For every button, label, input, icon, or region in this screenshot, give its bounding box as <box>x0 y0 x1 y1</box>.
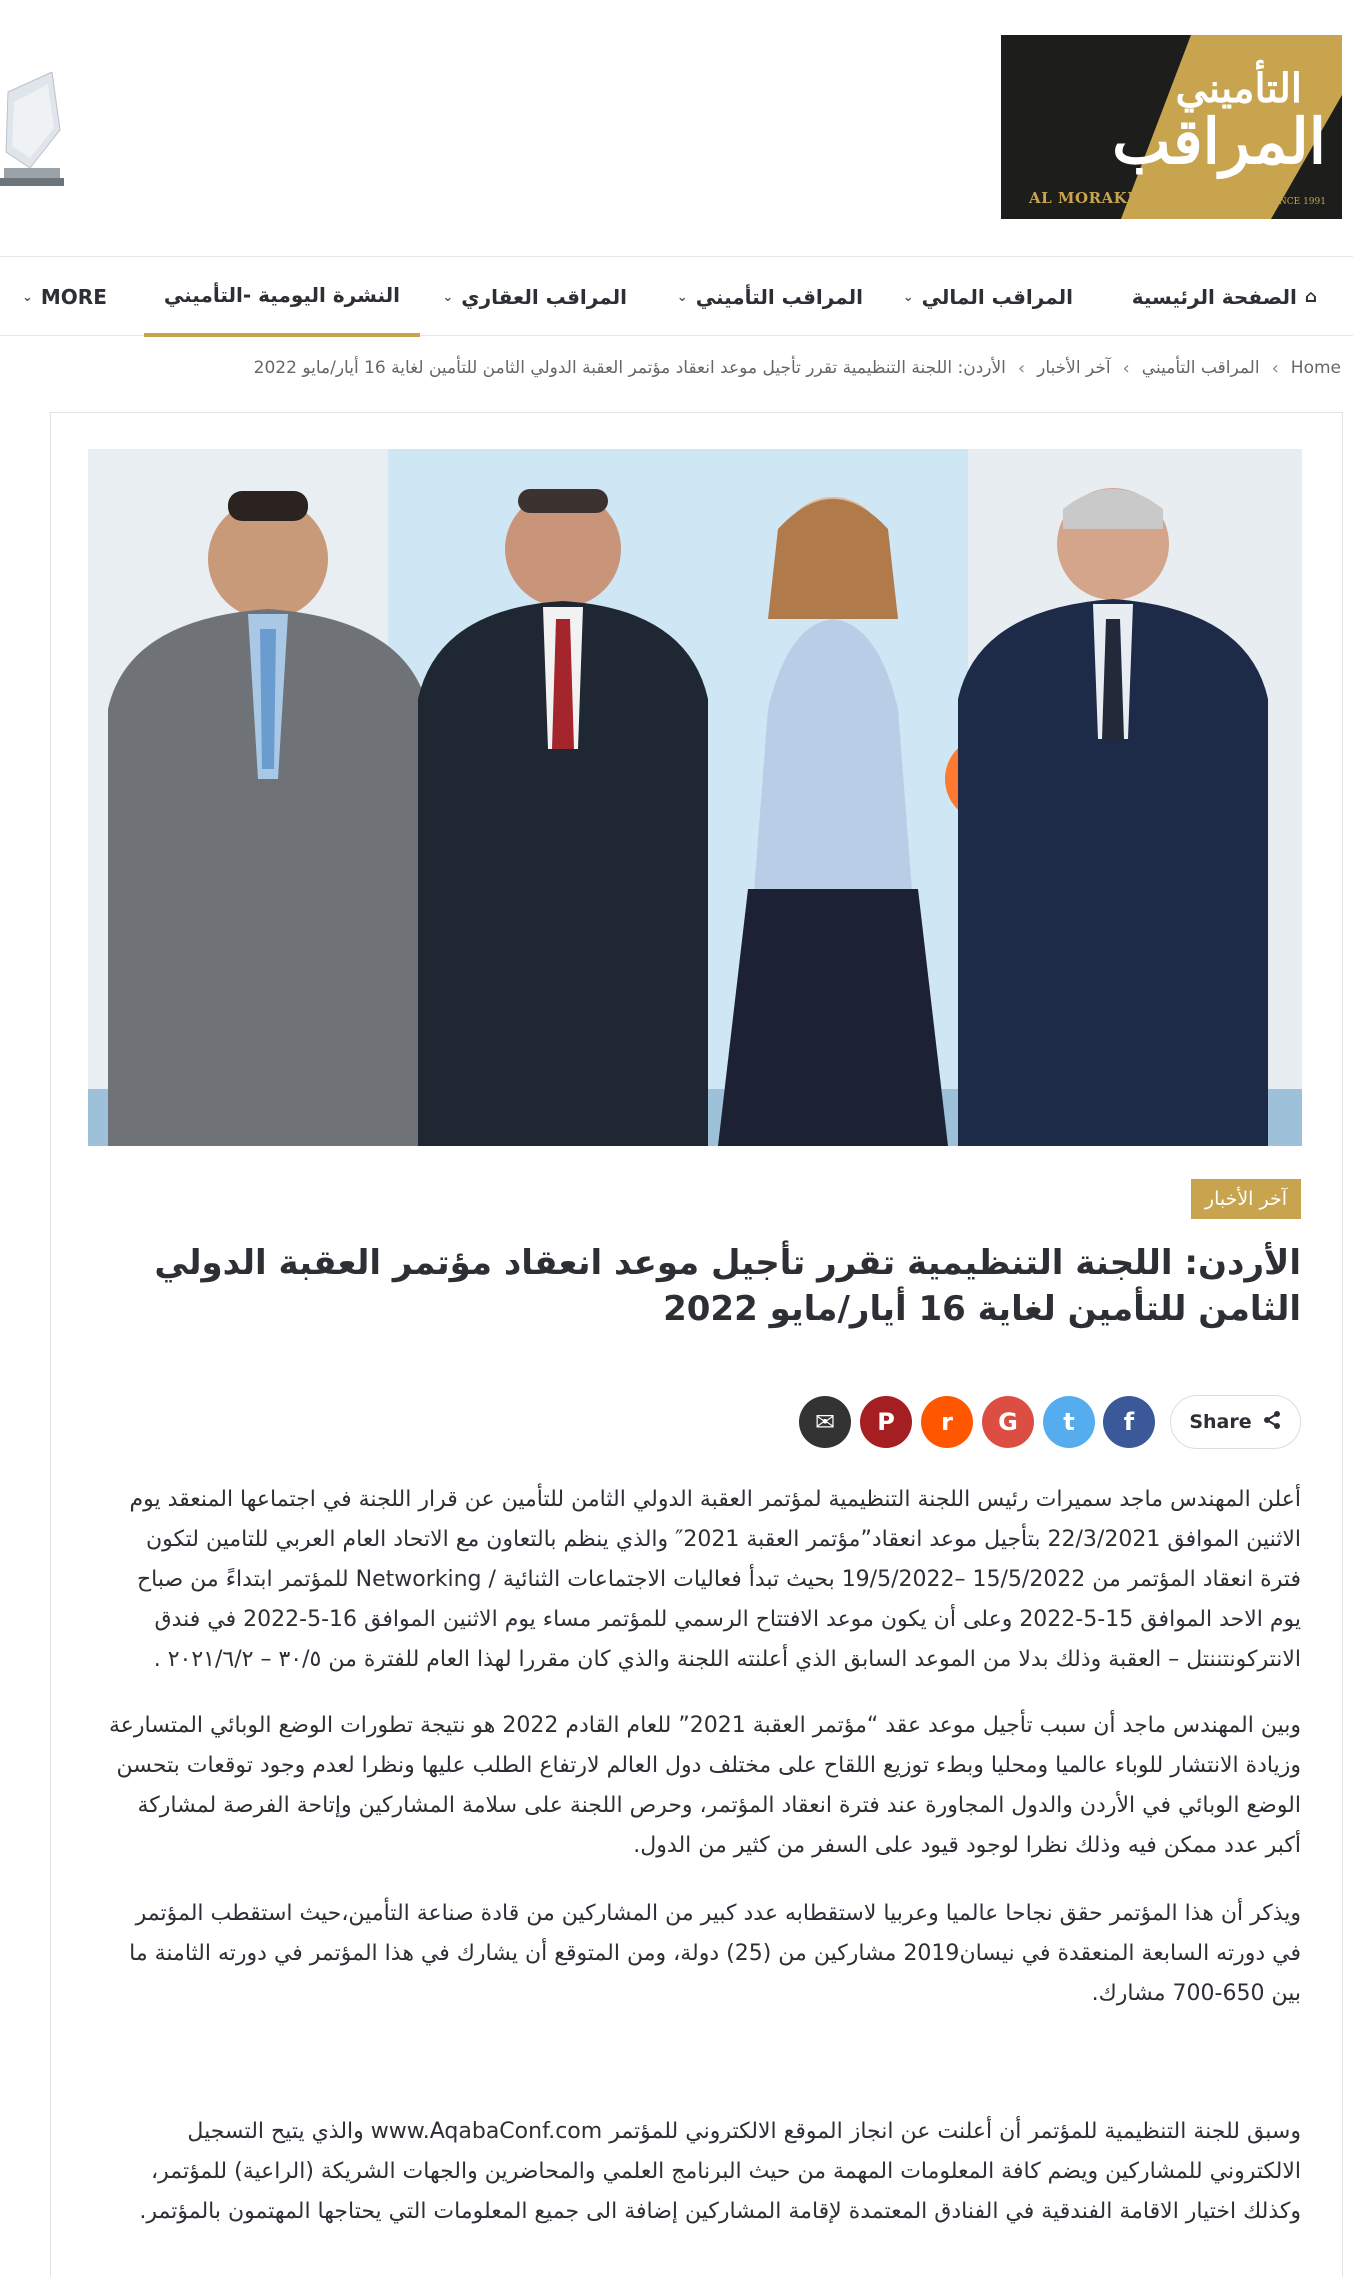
chevron-down-icon: ⌄ <box>676 289 688 305</box>
breadcrumb <box>254 340 1341 396</box>
nav-item-real-estate[interactable] <box>442 257 627 337</box>
nav-item-label: المراقب العقاري <box>461 285 627 309</box>
breadcrumb-home[interactable]: Home <box>1290 358 1341 378</box>
article-paragraph: وسبق للجنة التنظيمية للمؤتمر أن أعلنت عن انجاز الموقع الالكتروني للمؤتمر www.AqabaConf.com والذي يتيح التسجيل الالكتروني للمشاركين ويضم كافة المعلومات المهمة من حيث البرنامج العلمي والمحاضرين والجهات الشريكة (الراعية) للمؤتمر، وكذلك اختيار الاقامة الفندقية في الفنادق المعتمدة لإقامة المشاركين إضافة الى جميع المعلومات التي يحتاجها المهتمون بالمؤتمر. <box>139 2119 1301 2224</box>
article-paragraph: ويذكر أن هذا المؤتمر حقق نجاحا عالميا وعربيا لاستقطابه عدد كبير من المشاركين من قادة صناعة التأمين،حيث استقطب المؤتمر في دورته السابعة المنعقدة في نيسان2019 مشاركين من (25) دولة، ومن المتوقع أن يشارك في هذا المؤتمر في دورته الثامنة ما بين 650-700 مشارك. <box>129 1901 1301 2006</box>
site-header <box>0 0 1353 255</box>
nav-item-label: المراقب التأميني <box>695 285 863 309</box>
site-logo[interactable] <box>1001 35 1342 219</box>
logo-since: SINCE 1991 <box>1269 197 1326 207</box>
google-icon[interactable]: G <box>982 1396 1034 1448</box>
nav-item-financial[interactable] <box>903 257 1073 337</box>
logo-arabic-main: المراقب <box>1112 105 1326 178</box>
home-icon: ⌂ <box>1304 287 1317 307</box>
article-title: الأردن: اللجنة التنظيمية تقرر تأجيل موعد انعقاد مؤتمر العقبة الدولي الثامن للتأمين لغاية 16 أيار/مايو 2022 <box>154 1243 1301 1329</box>
breadcrumb-level1[interactable]: المراقب التأميني <box>1141 358 1260 378</box>
chevron-down-icon: ⌄ <box>22 289 33 305</box>
nav-item-label: MORE <box>40 285 107 309</box>
reddit-icon[interactable]: r <box>921 1396 973 1448</box>
nav-item-more[interactable] <box>22 257 107 337</box>
chevron-down-icon: ⌄ <box>442 289 454 305</box>
share-label: Share <box>1189 1411 1252 1433</box>
nav-item-label: الصفحة الرئيسية <box>1131 285 1297 309</box>
nav-item-insurance[interactable] <box>677 257 863 337</box>
article-featured-image <box>88 449 1302 1146</box>
logo-english: AL MORAKEB AL TA'MINI <box>1029 189 1262 207</box>
category-badge[interactable]: آخر الأخبار <box>1191 1179 1301 1219</box>
breadcrumb-separator-icon: ‹ <box>1017 357 1026 379</box>
nav-item-daily-bulletin[interactable] <box>144 257 420 337</box>
breadcrumb-level2[interactable]: آخر الأخبار <box>1037 358 1111 378</box>
nav-item-home[interactable] <box>1132 257 1317 337</box>
article-paragraph: أعلن المهندس ماجد سميرات رئيس اللجنة التنظيمية لمؤتمر العقبة الدولي الثامن للتأمين عن قرار اللجنة في اجتماعها المنعقد يوم الاثنين الموافق 22/3/2021 بتأجيل موعد انعقاد”مؤتمر العقبة 2021″ والذي ينظم بالتعاون مع الاتحاد العام العربي للتامين لتكون فترة انعقاد المؤتمر من 15/5/2022 –19/5/2022 بحيث تبدأ فعاليات الاجتماعات الثنائية / Networking للمؤتمر ابتداءً من صباح يوم الاحد الموافق 15-5-2022 وعلى أن يكون موعد الافتتاح الرسمي للمؤتمر مساء يوم الاثنين الموافق 16-5-2022 في فندق الانتركونتننتل – العقبة وذلك بدلا من الموعد السابق الذي أعلنته اللجنة والذي كان مقررا لهذا العام للفترة من ٣٠/٥ – ٢٠٢١/٦/٢ . <box>129 1487 1301 1672</box>
award-trophy-image <box>0 72 70 190</box>
breadcrumb-separator-icon: ‹ <box>1271 357 1279 379</box>
nav-item-label: المراقب المالي <box>921 285 1073 309</box>
logo-arabic-top: التأميني <box>1175 65 1302 112</box>
breadcrumb-separator-icon: ‹ <box>1122 357 1130 379</box>
main-nav <box>0 256 1353 336</box>
share-button[interactable] <box>1170 1395 1301 1449</box>
breadcrumb-current: الأردن: اللجنة التنظيمية تقرر تأجيل موعد انعقاد مؤتمر العقبة الدولي الثامن للتأمين لغاية 16 أيار/مايو 2022 <box>253 358 1006 378</box>
share-icon <box>1262 1410 1282 1435</box>
article-paragraph: وبين المهندس ماجد أن سبب تأجيل موعد عقد “مؤتمر العقبة 2021” للعام القادم 2022 هو نتيجة تطورات الوضع الوبائي المتسارعة وزيادة الانتشار للوباء عالميا ومحليا وبطء توزيع اللقاح على مختلف دول العالم لارتفاع الطلب عليها ونظرا لعدم وجود توقعات بتحسن الوضع الوبائي في الأردن والدول المجاورة عند فترة انعقاد المؤتمر، وحرص اللجنة على سلامة المشاركين وإتاحة الفرصة لمشاركة أكبر عدد ممكن فيه وذلك نظرا لوجود قيود على السفر من كثير من الدول. <box>109 1713 1301 1858</box>
nav-item-label: النشرة اليومية -التأميني <box>163 283 400 307</box>
chevron-down-icon: ⌄ <box>902 289 914 305</box>
pinterest-icon[interactable]: P <box>860 1396 912 1448</box>
twitter-icon[interactable]: t <box>1043 1396 1095 1448</box>
email-icon[interactable]: ✉ <box>799 1396 851 1448</box>
facebook-icon[interactable]: f <box>1103 1396 1155 1448</box>
